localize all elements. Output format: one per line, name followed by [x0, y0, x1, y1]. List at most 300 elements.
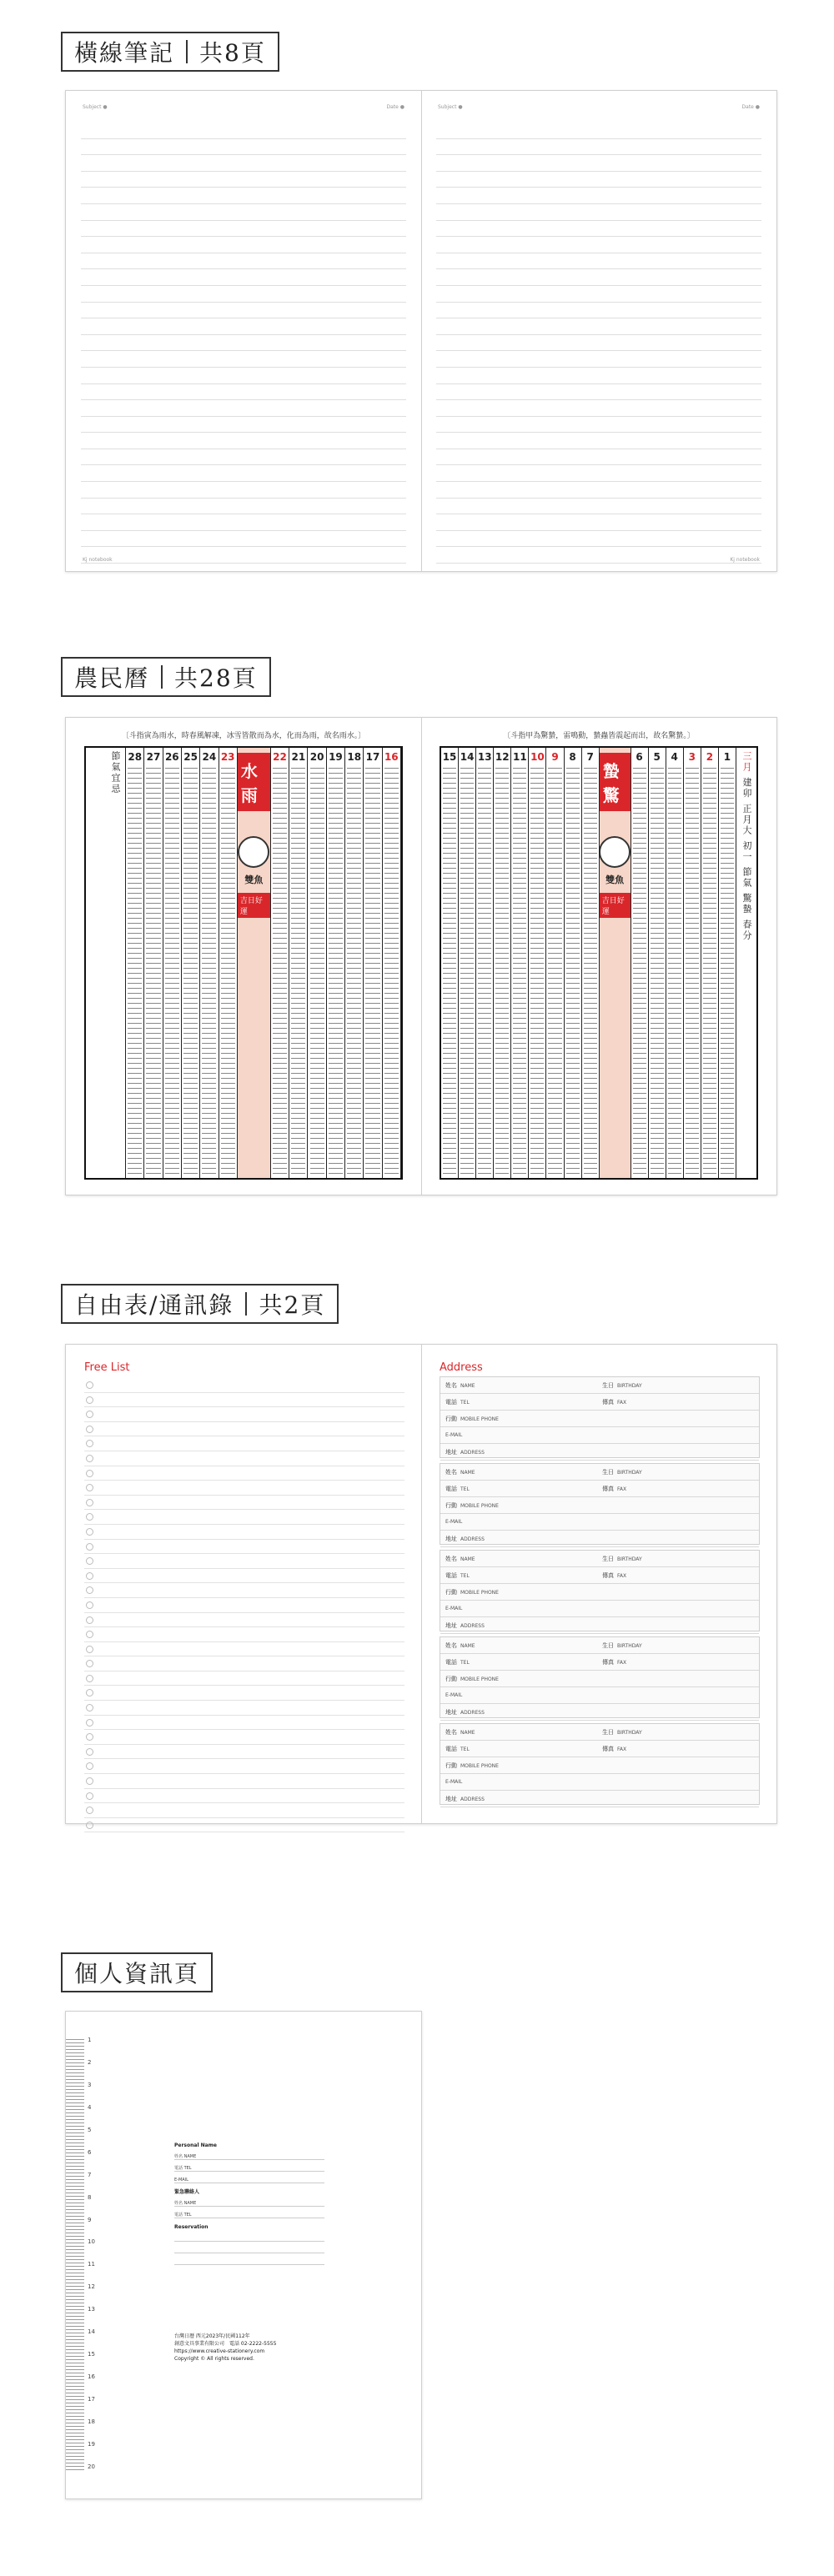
ruler-number: 18	[88, 2418, 95, 2425]
address-field-row[interactable]	[440, 1637, 759, 1654]
ruled-line	[436, 531, 761, 548]
tel-field[interactable]: 電話 TEL	[174, 2160, 324, 2172]
day-number: 20	[309, 751, 324, 763]
ruled-line	[81, 303, 406, 319]
address-card	[440, 1550, 760, 1631]
zodiac-label: 雙魚	[605, 875, 625, 885]
day-number: 10	[530, 751, 545, 763]
free-list-row[interactable]	[84, 1613, 404, 1628]
field-label: 電話	[445, 1485, 457, 1492]
free-list-row[interactable]	[84, 1759, 404, 1774]
day-text-block	[365, 766, 379, 1178]
free-list-row[interactable]	[84, 1730, 404, 1745]
day-number: 22	[273, 751, 287, 763]
day-number: 26	[164, 751, 179, 763]
emergency-name-field[interactable]: 姓名 NAME	[174, 2195, 324, 2207]
almanac-day-column	[701, 748, 719, 1178]
ruled-line	[81, 155, 406, 172]
field-label: 地址	[445, 1535, 457, 1542]
divider	[186, 40, 188, 63]
section-title: 自由表/通訊錄	[74, 1291, 234, 1319]
day-number: 17	[365, 751, 380, 763]
month-info-item: 建卯	[741, 777, 752, 799]
ruled-line	[81, 221, 406, 238]
month-info-item: 正月大	[741, 804, 752, 836]
field-label: 行動	[445, 1762, 457, 1769]
ruled-line	[81, 123, 406, 139]
ruler-number: 2	[88, 2058, 92, 2066]
publisher-line: https://www.creative-stationery.com	[174, 2348, 265, 2354]
address-field-row[interactable]	[440, 1531, 759, 1547]
day-text-block	[721, 766, 734, 1178]
day-text-block	[146, 766, 160, 1178]
free-list-row[interactable]	[84, 1466, 404, 1481]
field-label: 行動	[445, 1415, 457, 1422]
field-label: 地址	[445, 1708, 457, 1716]
reservation-label: Reservation	[174, 2224, 208, 2230]
almanac-solar-term	[238, 748, 271, 1178]
almanac-day-column	[271, 748, 289, 1178]
field-label-en: TEL	[460, 1659, 470, 1666]
ruler-number: 19	[88, 2440, 95, 2448]
ruled-line	[436, 547, 761, 564]
field-label-en: E-MAIL	[445, 1779, 463, 1785]
field-label-en: ADDRESS	[460, 1449, 485, 1456]
ruled-line	[81, 465, 406, 482]
ruled-line	[436, 286, 761, 303]
brand-footer: Kj notebook	[730, 557, 760, 563]
emergency-tel-field[interactable]: 電話 TEL	[174, 2207, 324, 2218]
field-label: 生日	[602, 1381, 614, 1389]
ruled-line	[81, 286, 406, 303]
almanac-day-column	[546, 748, 564, 1178]
almanac-notes: 節氣宜忌	[86, 748, 126, 1178]
ruled-line	[436, 417, 761, 434]
address-field-row[interactable]	[440, 1724, 759, 1741]
ruled-line	[81, 482, 406, 499]
free-list-row[interactable]	[84, 1803, 404, 1818]
ruled-line	[81, 237, 406, 253]
almanac-spread	[65, 717, 777, 1195]
free-list-row[interactable]	[84, 1583, 404, 1598]
emergency-label: 緊急聯絡人	[174, 2189, 200, 2195]
almanac-day-column	[631, 748, 649, 1178]
field-label: 地址	[445, 1448, 457, 1456]
personal-info-form	[174, 2137, 324, 2265]
ruler-number: 20	[88, 2463, 95, 2470]
address-field-row[interactable]	[440, 1654, 759, 1671]
personal-info-page	[65, 2011, 422, 2499]
almanac-page-right	[421, 718, 776, 1195]
day-number: 13	[477, 751, 492, 763]
almanac-day-column	[565, 748, 582, 1178]
address-field-row[interactable]	[440, 1481, 759, 1497]
free-list-row[interactable]	[84, 1451, 404, 1466]
ruled-line	[81, 253, 406, 270]
day-text-block	[651, 766, 664, 1178]
almanac-solar-term	[600, 748, 631, 1178]
field-label: 傳真	[602, 1571, 614, 1579]
day-number: 28	[128, 751, 143, 763]
list-spread	[65, 1344, 777, 1824]
ruled-line	[436, 237, 761, 253]
almanac-month-info	[736, 748, 756, 1178]
ruled-line	[436, 139, 761, 156]
day-number: 14	[460, 751, 475, 763]
divider	[245, 1292, 247, 1316]
field-label-en: MOBILE PHONE	[460, 1676, 499, 1682]
ruled-line	[81, 139, 406, 156]
zodiac-label: 雙魚	[244, 875, 264, 885]
free-list-row[interactable]	[84, 1671, 404, 1686]
free-list-row[interactable]	[84, 1598, 404, 1613]
field-label-en: BIRTHDAY	[617, 1382, 642, 1389]
field-label: 生日	[602, 1728, 614, 1736]
address-field-row[interactable]	[440, 1567, 759, 1584]
ruler-number: 13	[88, 2306, 95, 2313]
ruler-number: 8	[88, 2193, 92, 2201]
month-info-item: 初一	[741, 840, 752, 863]
almanac-day-column	[459, 748, 476, 1178]
field-label-en: MOBILE PHONE	[460, 1416, 499, 1422]
field-label: 電話	[445, 1658, 457, 1666]
ruled-line	[436, 335, 761, 352]
field-label: 生日	[602, 1555, 614, 1562]
day-text-block	[668, 766, 681, 1178]
ruler-number: 5	[88, 2126, 92, 2133]
ruled-line	[81, 400, 406, 417]
field-label-en: MOBILE PHONE	[460, 1502, 499, 1509]
free-list-row[interactable]	[84, 1407, 404, 1422]
day-number: 2	[706, 751, 714, 763]
day-text-block	[478, 766, 491, 1178]
address-field-row[interactable]	[440, 1464, 759, 1481]
section-label-lists	[61, 1284, 339, 1324]
free-list-row[interactable]	[84, 1510, 404, 1525]
field-label-en: NAME	[460, 1382, 475, 1389]
free-list-row[interactable]	[84, 1627, 404, 1642]
ruled-line	[436, 155, 761, 172]
free-list-row[interactable]	[84, 1496, 404, 1511]
field-label-en: ADDRESS	[460, 1622, 485, 1629]
ruled-line	[436, 351, 761, 368]
free-list-row[interactable]	[84, 1393, 404, 1408]
ruled-line	[436, 188, 761, 204]
ruled-line	[436, 221, 761, 238]
ruler-strip	[66, 2037, 84, 2470]
ruled-line	[81, 417, 406, 434]
field-label: 姓名	[445, 1728, 457, 1736]
ruler-number: 4	[88, 2103, 92, 2111]
address-field-row[interactable]	[440, 1444, 759, 1461]
publisher-line: 台灣日曆 西元2023年/民國112年	[174, 2333, 250, 2339]
day-number: 21	[291, 751, 306, 763]
free-list-row[interactable]	[84, 1569, 404, 1584]
ruled-line	[436, 368, 761, 384]
section-count: 共8頁	[199, 39, 266, 67]
address-field-row[interactable]	[440, 1774, 759, 1791]
free-list-row[interactable]	[84, 1656, 404, 1671]
almanac-header: 〔斗指甲為驚蟄，雷鳴動，蟄蟲皆震起而出，故名驚蟄。〕	[503, 732, 695, 740]
address-card	[440, 1463, 760, 1545]
day-number: 23	[220, 751, 235, 763]
field-label-en: FAX	[617, 1659, 627, 1666]
field-label-en: TEL	[460, 1399, 470, 1406]
ruler-number: 16	[88, 2373, 95, 2381]
address-field-row[interactable]	[440, 1617, 759, 1634]
field-label-en: FAX	[617, 1486, 627, 1492]
almanac-day-column	[327, 748, 345, 1178]
almanac-header: 〔斗指寅為雨水，時春風解凍，冰雪皆散而為水，化而為雨，故名雨水。〕	[121, 732, 366, 740]
address-field-row[interactable]	[440, 1411, 759, 1427]
ruler-number: 17	[88, 2396, 95, 2403]
field-label-en: MOBILE PHONE	[460, 1762, 499, 1769]
month-info-item: 節氣	[741, 867, 752, 889]
address-field-row[interactable]	[440, 1791, 759, 1807]
almanac-day-column	[289, 748, 308, 1178]
lucky-day-badge: 吉日好運	[238, 893, 270, 918]
free-list-page	[66, 1345, 422, 1823]
day-text-block	[310, 766, 324, 1178]
publisher-line: Copyright © All rights reserved.	[174, 2356, 254, 2362]
almanac-day-column	[308, 748, 326, 1178]
day-text-block	[566, 766, 580, 1178]
ruler-number: 15	[88, 2351, 95, 2358]
address-field-row[interactable]	[440, 1757, 759, 1774]
ruled-line	[81, 384, 406, 401]
field-label: 地址	[445, 1621, 457, 1629]
solar-term-badge: 蟄驚	[600, 753, 631, 811]
section-count: 共28頁	[174, 664, 258, 692]
ruled-line	[81, 204, 406, 221]
free-list-row[interactable]	[84, 1701, 404, 1716]
lucky-day-badge: 吉日好運	[600, 893, 631, 918]
field-label-en: NAME	[460, 1469, 475, 1476]
day-number: 6	[636, 751, 643, 763]
ruled-line	[436, 433, 761, 449]
day-text-block	[513, 766, 526, 1178]
address-card	[440, 1723, 760, 1805]
address-field-row[interactable]	[440, 1377, 759, 1394]
address-field-row[interactable]	[440, 1551, 759, 1567]
notes-spread	[65, 90, 777, 572]
almanac-day-column	[144, 748, 163, 1178]
free-list-row[interactable]	[84, 1378, 404, 1393]
field-label: 電話	[445, 1571, 457, 1579]
divider	[161, 665, 163, 689]
date-label: Date ●	[741, 104, 760, 110]
almanac-day-column	[441, 748, 459, 1178]
field-label-en: NAME	[460, 1642, 475, 1649]
field-label-en: ADDRESS	[460, 1536, 485, 1542]
day-text-block	[530, 766, 544, 1178]
day-number: 7	[586, 751, 594, 763]
field-label: 地址	[445, 1795, 457, 1802]
field-label: 傳真	[602, 1485, 614, 1492]
publisher-info	[174, 2333, 276, 2363]
ruled-line	[81, 368, 406, 384]
field-label-en: E-MAIL	[445, 1692, 463, 1698]
day-text-block	[347, 766, 361, 1178]
almanac-grid	[84, 746, 403, 1180]
almanac-day-column	[182, 748, 200, 1178]
ruler-number: 9	[88, 2216, 92, 2223]
notes-page-right	[421, 91, 776, 571]
ruled-line	[436, 204, 761, 221]
free-list-row[interactable]	[84, 1525, 404, 1540]
field-label: 傳真	[602, 1658, 614, 1666]
field-label-en: NAME	[460, 1729, 475, 1736]
day-text-block	[703, 766, 716, 1178]
brand-footer: Kj notebook	[83, 557, 113, 563]
reservation-line[interactable]	[174, 2253, 324, 2265]
day-number: 18	[347, 751, 362, 763]
day-text-block	[329, 766, 343, 1178]
day-number: 16	[384, 751, 399, 763]
email-field[interactable]: E-MAIL	[174, 2172, 324, 2183]
field-label-en: FAX	[617, 1746, 627, 1752]
section-count: 共2頁	[259, 1291, 326, 1319]
free-list-row[interactable]	[84, 1481, 404, 1496]
ruled-line	[436, 172, 761, 188]
ruled-line	[436, 303, 761, 319]
almanac-day-column	[219, 748, 238, 1178]
day-number: 25	[183, 751, 198, 763]
ruler-number: 6	[88, 2148, 92, 2156]
ruled-line	[436, 269, 761, 286]
field-label: 傳真	[602, 1745, 614, 1752]
free-list-row[interactable]	[84, 1716, 404, 1731]
day-text-block	[183, 766, 198, 1178]
address-field-row[interactable]	[440, 1704, 759, 1721]
free-list-row[interactable]	[84, 1436, 404, 1451]
day-text-block	[202, 766, 216, 1178]
day-number: 9	[551, 751, 559, 763]
almanac-day-column	[684, 748, 701, 1178]
ruled-line	[436, 123, 761, 139]
day-number: 24	[202, 751, 217, 763]
day-number: 3	[688, 751, 696, 763]
address-field-row[interactable]	[440, 1741, 759, 1757]
ruler-numbers	[88, 2037, 95, 2470]
ruler-number: 12	[88, 2283, 95, 2291]
month-info-item: 三月	[741, 751, 752, 773]
almanac-day-column	[582, 748, 600, 1178]
day-number: 12	[495, 751, 510, 763]
free-list-rows	[84, 1378, 404, 1832]
address-field-row[interactable]	[440, 1497, 759, 1514]
address-field-row[interactable]	[440, 1427, 759, 1444]
month-info-item: 驚蟄	[741, 893, 752, 915]
ruler-number: 11	[88, 2261, 95, 2268]
section-label-notes	[61, 32, 279, 72]
notes-page-left	[66, 91, 422, 571]
personal-name-label: Personal Name	[174, 2142, 217, 2148]
ruled-line	[81, 449, 406, 466]
ruled-line	[436, 449, 761, 466]
field-label-en: BIRTHDAY	[617, 1729, 642, 1736]
day-number: 27	[146, 751, 161, 763]
almanac-day-column	[364, 748, 382, 1178]
day-number: 4	[671, 751, 678, 763]
free-list-row[interactable]	[84, 1540, 404, 1555]
address-title: Address	[440, 1361, 483, 1374]
day-text-block	[273, 766, 287, 1178]
free-list-row[interactable]	[84, 1789, 404, 1804]
address-card	[440, 1376, 760, 1458]
field-label-en: ADDRESS	[460, 1796, 485, 1802]
reservation-line[interactable]	[174, 2242, 324, 2253]
field-label: 姓名	[445, 1641, 457, 1649]
address-field-row[interactable]	[440, 1671, 759, 1687]
field-label: 姓名	[445, 1555, 457, 1562]
day-text-block	[443, 766, 456, 1178]
ruled-line	[436, 482, 761, 499]
day-number: 11	[513, 751, 527, 763]
day-number: 15	[442, 751, 457, 763]
section-label-personal	[61, 1952, 213, 1992]
day-text-block	[686, 766, 699, 1178]
address-field-row[interactable]	[440, 1514, 759, 1531]
field-label-en: BIRTHDAY	[617, 1556, 642, 1562]
ruled-line	[436, 400, 761, 417]
free-list-row[interactable]	[84, 1686, 404, 1701]
day-number: 1	[723, 751, 731, 763]
ruled-line	[81, 269, 406, 286]
section-title: 橫線筆記	[74, 39, 175, 67]
almanac-day-column	[494, 748, 511, 1178]
field-label-en: E-MAIL	[445, 1606, 463, 1611]
name-field[interactable]: 姓名 NAME	[174, 2148, 324, 2160]
field-label-en: E-MAIL	[445, 1519, 463, 1525]
address-field-row[interactable]	[440, 1394, 759, 1411]
day-number: 8	[569, 751, 576, 763]
field-label: 電話	[445, 1745, 457, 1752]
field-label: 姓名	[445, 1381, 457, 1389]
free-list-row[interactable]	[84, 1818, 404, 1833]
ruled-line	[436, 514, 761, 531]
day-number: 19	[329, 751, 343, 763]
date-label: Date ●	[386, 104, 404, 110]
address-field-row[interactable]	[440, 1584, 759, 1601]
field-label-en: TEL	[460, 1486, 470, 1492]
field-label-en: E-MAIL	[445, 1432, 463, 1438]
field-label-en: TEL	[460, 1572, 470, 1579]
clock-icon	[238, 836, 269, 868]
free-list-row[interactable]	[84, 1774, 404, 1789]
reservation-line[interactable]	[174, 2230, 324, 2242]
field-label-en: TEL	[460, 1746, 470, 1752]
almanac-grid	[440, 746, 758, 1180]
publisher-line: 創意文具事業有限公司 電話 02-2222-5555	[174, 2341, 277, 2347]
field-label: 行動	[445, 1588, 457, 1596]
free-list-row[interactable]	[84, 1642, 404, 1657]
address-field-row[interactable]	[440, 1687, 759, 1704]
solar-term-badge: 水雨	[238, 753, 270, 811]
ruled-line	[81, 499, 406, 515]
almanac-day-column	[383, 748, 401, 1178]
field-label: 傳真	[602, 1398, 614, 1406]
day-number: 5	[653, 751, 661, 763]
address-field-row[interactable]	[440, 1601, 759, 1617]
ruled-line	[81, 172, 406, 188]
field-label-en: BIRTHDAY	[617, 1469, 642, 1476]
free-list-row[interactable]	[84, 1422, 404, 1437]
free-list-row[interactable]	[84, 1554, 404, 1569]
free-list-row[interactable]	[84, 1745, 404, 1760]
almanac-day-column	[200, 748, 219, 1178]
ruled-line	[436, 465, 761, 482]
